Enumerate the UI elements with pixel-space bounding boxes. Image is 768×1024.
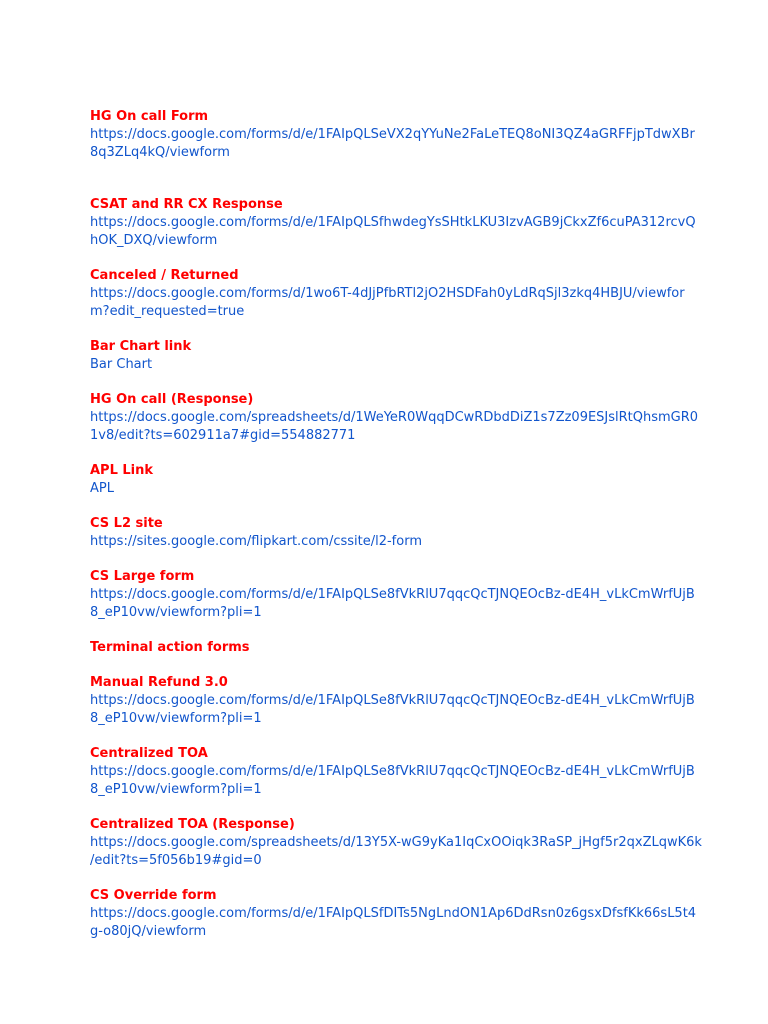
entry-link[interactable]: [90, 214, 700, 250]
entry-label: CS L2 site: [90, 516, 163, 531]
link-line-1: https://docs.google.com/forms/d/e/1FAIpQLSeVX2qYYuNe2FaLeTEQ8oNI3QZ4aGRFFjpTdwXBr: [90, 127, 695, 142]
entry-label: CSAT and RR CX Response: [90, 197, 283, 212]
link-line-2: /edit?ts=5f056b19#gid=0: [90, 853, 262, 868]
link-line-1: https://docs.google.com/forms/d/e/1FAIpQLSe8fVkRlU7qqcQcTJNQEOcBz-dE4H_vLkCmWrfUjB: [90, 587, 695, 602]
entry-link[interactable]: [90, 480, 700, 498]
entry-cs-large-form: [90, 568, 700, 622]
entry-label: Canceled / Returned: [90, 268, 239, 283]
entry-link[interactable]: [90, 586, 700, 622]
link-line-1: APL: [90, 481, 114, 496]
entry-csat-rr-cx-response: [90, 196, 700, 250]
document-page: [90, 108, 700, 941]
link-line-1: https://docs.google.com/spreadsheets/d/1WeYeR0WqqDCwRDbdDiZ1s7Zz09ESJslRtQhsmGR0: [90, 410, 699, 425]
entry-link[interactable]: [90, 356, 700, 374]
link-line-1: https://docs.google.com/forms/d/1wo6T-4dJjPfbRTl2jO2HSDFah0yLdRqSjl3zkq4HBJU/viewfor: [90, 286, 685, 301]
entry-link[interactable]: [90, 533, 700, 551]
link-line-1: https://docs.google.com/forms/d/e/1FAIpQLSfDITs5NgLndON1Ap6DdRsn0z6gsxDfsfKk66sL5t4: [90, 906, 697, 921]
entry-link[interactable]: [90, 763, 700, 799]
entry-manual-refund: [90, 674, 700, 728]
link-line-1: https://docs.google.com/forms/d/e/1FAIpQLSe8fVkRlU7qqcQcTJNQEOcBz-dE4H_vLkCmWrfUjB: [90, 764, 695, 779]
link-line-1: https://docs.google.com/spreadsheets/d/13Y5X-wG9yKa1IqCxOOiqk3RaSP_jHgf5r2qxZLqwK6k: [90, 835, 702, 850]
link-line-2: g-o80jQ/viewform: [90, 924, 207, 939]
entry-link[interactable]: [90, 905, 700, 941]
entry-link[interactable]: [90, 692, 700, 728]
entry-centralized-toa: [90, 745, 700, 799]
entry-label: Centralized TOA: [90, 746, 208, 761]
link-line-2: m?edit_requested=true: [90, 304, 245, 319]
entry-label: APL Link: [90, 463, 154, 478]
entry-cs-l2-site: [90, 515, 700, 551]
link-line-1: https://docs.google.com/forms/d/e/1FAIpQLSe8fVkRlU7qqcQcTJNQEOcBz-dE4H_vLkCmWrfUjB: [90, 693, 695, 708]
entry-link[interactable]: [90, 285, 700, 321]
entry-bar-chart-link: [90, 338, 700, 374]
link-line-2: 8_eP10vw/viewform?pli=1: [90, 711, 262, 726]
entry-apl-link: [90, 462, 700, 498]
link-line-2: hOK_DXQ/viewform: [90, 233, 218, 248]
entry-label: Centralized TOA (Response): [90, 817, 295, 832]
entry-link[interactable]: [90, 834, 700, 870]
entry-link[interactable]: [90, 126, 700, 162]
link-line-1: Bar Chart: [90, 357, 153, 372]
section-heading: Terminal action forms: [90, 640, 250, 655]
entry-label: CS Override form: [90, 888, 217, 903]
entry-label: Bar Chart link: [90, 339, 192, 354]
entry-link[interactable]: [90, 409, 700, 445]
entry-centralized-toa-response: [90, 816, 700, 870]
entry-label: Manual Refund 3.0: [90, 675, 228, 690]
entry-cs-override-form: [90, 887, 700, 941]
link-line-1: https://sites.google.com/flipkart.com/cssite/l2-form: [90, 534, 422, 549]
link-line-1: https://docs.google.com/forms/d/e/1FAIpQLSfhwdegYsSHtkLKU3IzvAGB9jCkxZf6cuPA312rcvQ: [90, 215, 696, 230]
entry-label: HG On call (Response): [90, 392, 254, 407]
entry-hg-on-call-response: [90, 391, 700, 445]
entry-label: HG On call Form: [90, 109, 209, 124]
entry-hg-on-call-form: [90, 108, 700, 162]
entry-canceled-returned: [90, 267, 700, 321]
link-line-2: 1v8/edit?ts=602911a7#gid=554882771: [90, 428, 356, 443]
link-line-2: 8_eP10vw/viewform?pli=1: [90, 782, 262, 797]
entry-label: CS Large form: [90, 569, 195, 584]
link-line-2: 8_eP10vw/viewform?pli=1: [90, 605, 262, 620]
entry-terminal-action-forms: [90, 639, 700, 657]
link-line-2: 8q3ZLq4kQ/viewform: [90, 145, 230, 160]
